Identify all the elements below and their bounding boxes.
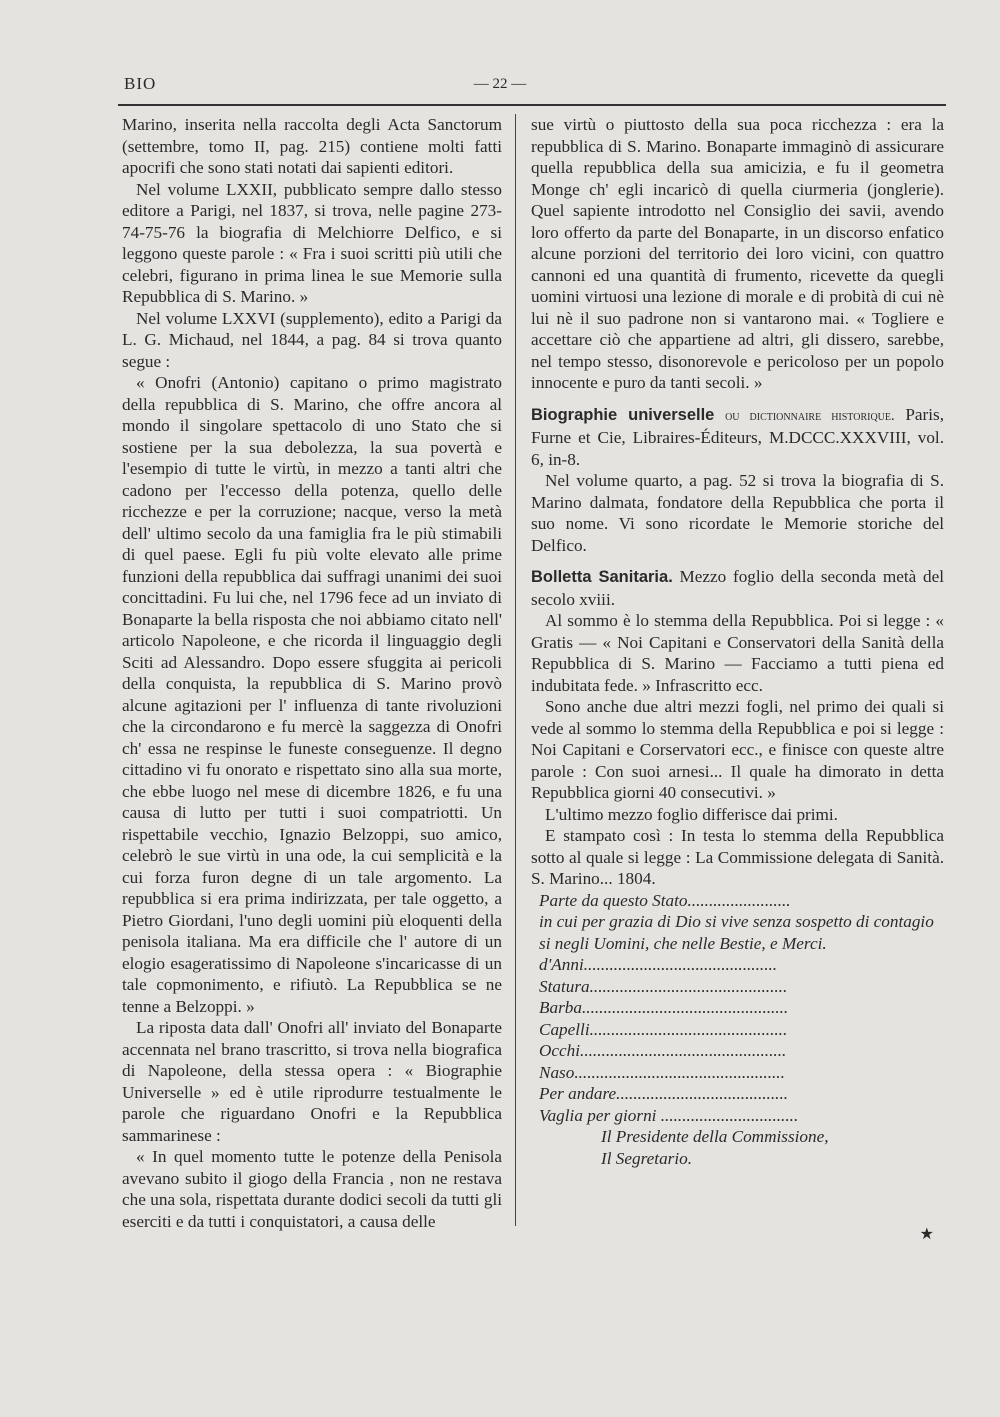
entry-description: Mezzo foglio della seconda metà del secolo xviii. — [531, 567, 945, 609]
entry-heading-biographie — [531, 404, 944, 471]
paragraph: Al sommo è lo stemma della Repubblica. Poi si legge : « Gratis — « Noi Capitani e Conservatori della Sanità della Repubblica di S. Marino — Facciamo a tutti piena ed indubitata fede. » Infrascritto ecc. — [531, 611, 944, 695]
entry-title: Bolletta Sanitaria. — [531, 568, 673, 586]
signature-president: Il Presidente della Commissione, — [601, 1127, 829, 1146]
running-head: BIO — [124, 74, 157, 93]
form-line: in cui per grazia di Dio si vive senza sospetto di contagio si negli Uomini, che nelle Bestie, e Merci. — [539, 912, 934, 953]
left-column — [122, 114, 502, 1232]
star-icon: ★ — [919, 1226, 934, 1243]
paragraph: E stampato così : In testa lo stemma della Repubblica sotto al quale si legge : La Commissione delegata di Sanità. S. Marino... 1804. — [531, 826, 944, 888]
paragraph: L'ultimo mezzo foglio differisce dai primi. — [545, 804, 838, 824]
page-number: — 22 — — [473, 76, 527, 92]
header-rule — [118, 104, 946, 106]
form-line: Capelli.............................................. — [539, 1019, 788, 1039]
paragraph: Nel volume LXXVI (supplemento), edito a Parigi da L. G. Michaud, nel 1844, a pag. 84 si trova quanto segue : — [122, 308, 502, 371]
entry-heading-bolletta — [531, 566, 944, 610]
paragraph: sue virtù o piuttosto della sua poca ricchezza : era la repubblica di S. Marino. Bonaparte immaginò di assicurare quella repubblica della sua amicizia, e fu il geometra Monge ch' egli incaricò di quella ciurmeria (jonglerie). Quel sapiente introdotto nel Consiglio dei savii, avendo loro offerto da parte del Bonaparte, in un discorso enfatico alcune porzioni del territorio dei loro vicini, con quattro cannoni ed una quantità di frumento, ricevette da quegli uomini virtuosi una lezione di morale e di probità di cui nè lui nè il suo padrone non si vantarono mai. « Togliere e accettare ciò che appartiene ad altri, gli dissero, sarebbe, nel tempo stesso, disonorevole e pericoloso per un popolo innocente e puro da tanti secoli. » — [531, 115, 944, 392]
signature-secretary: Il Segretario. — [601, 1148, 693, 1168]
paragraph: La riposta data dall' Onofri all' inviato del Bonaparte accennata nel brano trascritto, si trova nella biografica di Napoleone, della stessa opera : « Biographie Universelle » ed è utile riprodurre testualmente le parole che riguardano Onofri e la Repubblica sammarinese : — [122, 1018, 502, 1145]
form-line: Barba................................................ — [539, 998, 789, 1017]
entry-title: Biographie universelle — [531, 405, 715, 424]
form-fields — [531, 890, 944, 1127]
form-line: Occhi................................................ — [539, 1041, 787, 1060]
entry-subtitle: ou dictionnaire historique. — [725, 407, 895, 424]
form-line: d'Anni............................................. — [539, 955, 778, 974]
paragraph: Sono anche due altri mezzi fogli, nel primo dei quali si vede al sommo lo stemma della Repubblica e poi si legge : Noi Capitani e Corservatori ecc., e finisce con queste altre parole : Con suoi arnesi... Il quale ha dimorato in detta Repubblica giorni 40 consecutivi. » — [531, 697, 944, 802]
paragraph: « In quel momento tutte le potenze della Penisola avevano subito il giogo della Francia , non ne restava che una sola, rispettata durante dodici secoli da tutti gli eserciti e da tutti i conquistatori, a causa delle — [122, 1147, 502, 1231]
right-column — [531, 114, 945, 1243]
paragraph: Nel volume quarto, a pag. 52 si trova la biografia di S. Marino dalmata, fondatore della Repubblica che porta il suo nome. Vi sono ricordate le Memorie storiche del Delfico. — [531, 471, 944, 555]
paragraph: Nel volume LXXII, pubblicato sempre dallo stesso editore a Parigi, nel 1837, si trova, nelle pagine 273-74-75-76 la biografia di Melchiorre Delfico, e si leggono queste parole : « Fra i suoi scritti più utili che celebri, figurano in prima linea le sue Memorie sulla Repubblica di S. Marino. » — [122, 179, 502, 306]
form-line: Statura.............................................. — [539, 976, 788, 996]
form-line: Per andare........................................ — [539, 1084, 789, 1103]
column-divider — [515, 114, 516, 1226]
paragraph: « Onofri (Antonio) capitano o primo magistrato della repubblica di S. Marino, che offre ancora al mondo il singolare spettacolo di uno Stato che si sostiene per la sua debolezza, la sua povertà e l'esempio di tutte le virtù, in mezzo a tanti altri che cadono per l'eccesso della potenza, quello delle ricchezze e per la corruzione; nacque, verso la metà dell' ultimo secolo da una famiglia fra le più stimabili di quel paese. Egli fu più volte elevato alle prime funzioni della repubblica dai suffragi unanimi dei suoi concittadini. Fu lui che, nel 1796 fece ad un inviato di Bonaparte la bella risposta che noi abbiamo citato nell' articolo Napoleone, e che ricorda il linguaggio degli Sciti ad Alessandro. Dopo essere sfuggita ai pericoli della conquista, la repubblica di S. Marino provò alcune agitazioni per l' influenza di tante rivoluzioni che la circondarono e fu mercè la saggezza di Onofri ch' essa ne respinse le funeste conseguenze. Il degno cittadino vi fu onorato e rispettato sino alla sua morte, che ebbe luogo nel mese di dicembre 1826, e fu una causa di lutto per tutti i suoi compatriotti. Un rispettabile vecchio, Ignazio Belzoppi, suo amico, celebrò le sue virtù in una ode, la cui semplicità e la cui forza furon degne di un tale argomento. La repubblica si era prima indirizzata, per tale oggetto, a Pietro Giordani, l'uno degli uomini più eloquenti della penisola italiana. Ma era difficile che l' autore di un elogio esageratissimo di Napoleone s'incaricasse di un tale copmonimento, e rifiutò. La Repubblica se ne tenne a Belzoppi. » — [122, 373, 502, 1016]
form-line: Vaglia per giorni ................................ — [539, 1105, 799, 1125]
entry-imprint: Paris, Furne et Cie, Libraires-Éditeurs, M.DCCC.XXXVIII, vol. 6, in-8. — [531, 404, 944, 469]
form-line: Naso................................................. — [539, 1062, 785, 1082]
form-line: Parte da questo Stato........................ — [539, 890, 791, 910]
paragraph: Marino, inserita nella raccolta degli Acta Sanctorum (settembre, tomo II, pag. 215) contiene molti fatti apocrifi che sono stati notati dai sapienti editori. — [122, 115, 502, 177]
